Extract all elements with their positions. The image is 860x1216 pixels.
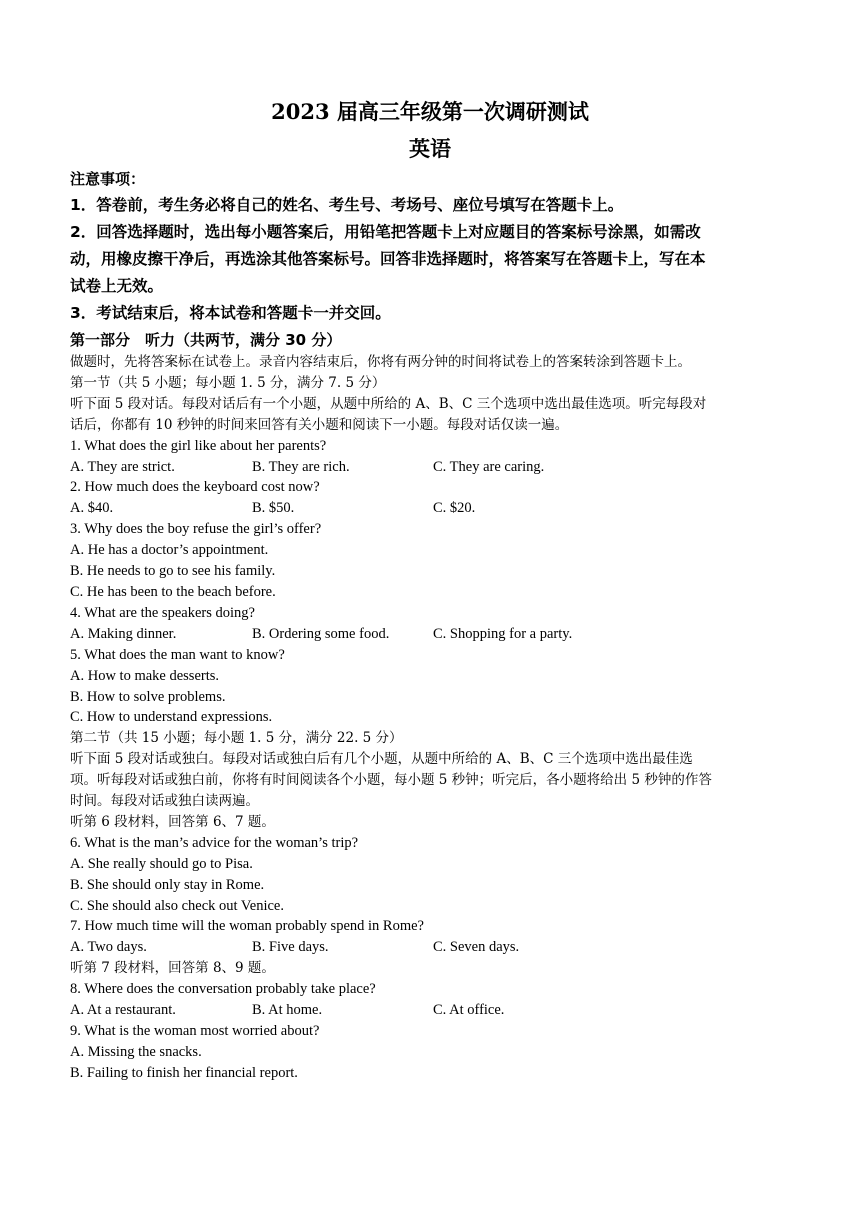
option-b: B. At home. xyxy=(252,1002,323,1019)
section2-instructions: 时间。每段对话或独白读两遍。 xyxy=(70,793,259,810)
exam-title: 2023 届高三年级第一次调研测试 xyxy=(271,99,589,124)
material-label: 听第 7 段材料，回答第 8、9 题。 xyxy=(70,960,275,977)
exam-subject: 英语 xyxy=(409,136,451,161)
option-b: B. He needs to go to see his family. xyxy=(70,563,276,580)
option-b: B. They are rich. xyxy=(252,458,350,475)
part1-instructions: 做题时，先将答案标在试卷上。录音内容结束后，你将有两分钟的时间将试卷上的答案转涂到答题卡上。 xyxy=(70,354,691,370)
option-b: B. Failing to finish her financial report. xyxy=(70,1064,298,1081)
question-stem: 3. Why does the boy refuse the girl’s offer? xyxy=(70,521,322,538)
option-c: C. At office. xyxy=(433,1002,505,1019)
section2-instructions: 听下面 5 段对话或独白。每段对话或独白后有几个小题，从题中所给的 A、B、C 三个选项中选出最佳选 xyxy=(70,751,693,768)
section2-heading: 第二节（共 15 小题；每小题 1. 5 分，满分 22. 5 分） xyxy=(70,730,403,747)
question-stem: 6. What is the man’s advice for the woman’s trip? xyxy=(70,834,359,851)
option-a: A. He has a doctor’s appointment. xyxy=(70,542,269,559)
option-a: A. How to make desserts. xyxy=(70,667,220,684)
question-stem: 4. What are the speakers doing? xyxy=(70,604,255,621)
option-a: A. At a restaurant. xyxy=(70,1002,176,1019)
option-a: A. She really should go to Pisa. xyxy=(70,855,253,872)
question-stem: 8. Where does the conversation probably take place? xyxy=(70,981,376,998)
question-stem: 7. How much time will the woman probably spend in Rome? xyxy=(70,918,424,935)
option-a: A. They are strict. xyxy=(70,458,175,475)
option-a: A. Two days. xyxy=(70,939,147,956)
option-c: C. $20. xyxy=(433,500,476,517)
section1-instructions: 听下面 5 段对话。每段对话后有一个小题，从题中所给的 A、B、C 三个选项中选出最佳选项。听完每段对 xyxy=(70,395,707,412)
notes-block xyxy=(70,166,792,368)
option-c: C. He has been to the beach before. xyxy=(70,583,276,600)
option-a: A. $40. xyxy=(70,500,114,517)
options-row xyxy=(70,498,792,519)
section1-instructions: 话后，你都有 10 秒钟的时间来回答有关小题和阅读下一小题。每段对话仅读一遍。 xyxy=(70,416,569,433)
option-c: C. They are caring. xyxy=(433,458,545,475)
question-stem: 1. What does the girl like about her parents? xyxy=(70,437,327,454)
section2-instructions: 项。听每段对话或独白前，你将有时间阅读各个小题，每小题 5 秒钟；听完后，各小题将给出 5 秒钟的作答 xyxy=(70,772,712,789)
note-item: 1．答卷前，考生务必将自己的姓名、考生号、考场号、座位号填写在答题卡上。 xyxy=(70,196,624,214)
note-item: 动，用橡皮擦干净后，再选涂其他答案标号。回答非选择题时，将答案写在答题卡上，写在本 xyxy=(70,250,706,268)
section1-heading: 第一节（共 5 小题；每小题 1. 5 分，满分 7. 5 分） xyxy=(70,374,386,391)
option-b: B. Five days. xyxy=(252,939,329,956)
option-a: A. Making dinner. xyxy=(70,625,177,642)
option-b: B. She should only stay in Rome. xyxy=(70,876,265,893)
option-b: B. How to solve problems. xyxy=(70,688,226,705)
options-row xyxy=(70,1000,792,1021)
option-c: C. She should also check out Venice. xyxy=(70,897,284,914)
note-item: 3．考试结束后，将本试卷和答题卡一并交回。 xyxy=(70,304,391,322)
material-label: 听第 6 段材料，回答第 6、7 题。 xyxy=(70,813,275,830)
option-c: C. How to understand expressions. xyxy=(70,709,273,726)
option-c: C. Shopping for a party. xyxy=(433,625,573,642)
listening-section xyxy=(70,352,792,1084)
option-b: B. Ordering some food. xyxy=(252,625,390,642)
question-stem: 9. What is the woman most worried about? xyxy=(70,1023,320,1039)
option-b: B. $50. xyxy=(252,500,295,517)
options-row xyxy=(70,937,792,958)
notes-heading: 注意事项： xyxy=(70,170,146,188)
options-row xyxy=(70,624,792,645)
note-item: 2．回答选择题时，选出每小题答案后，用铅笔把答题卡上对应题目的答案标号涂黑，如需改 xyxy=(70,223,701,241)
option-c: C. Seven days. xyxy=(433,939,520,956)
question-stem: 5. What does the man want to know? xyxy=(70,646,285,663)
options-row xyxy=(70,457,792,478)
part1-heading: 第一部分 听力（共两节，满分 30 分） xyxy=(70,331,342,349)
question-stem: 2. How much does the keyboard cost now? xyxy=(70,479,320,496)
option-a: A. Missing the snacks. xyxy=(70,1043,202,1060)
note-item: 试卷上无效。 xyxy=(70,277,164,295)
